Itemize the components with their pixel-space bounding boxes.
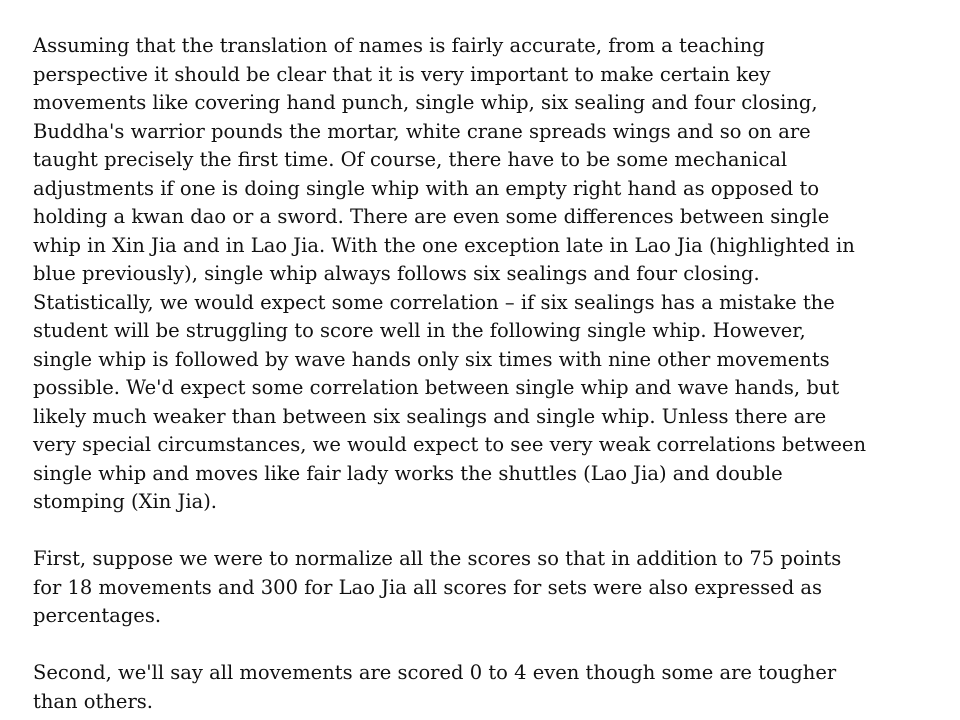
- paragraph-normalize: [33, 545, 933, 631]
- paragraph-scoring: [33, 659, 933, 716]
- text-line: very special circumstances, we would expect to see very weak correlations between: [33, 433, 867, 456]
- text-line: than others.: [33, 689, 153, 713]
- text-line: adjustments if one is doing single whip with an empty right hand as opposed to: [33, 176, 820, 200]
- document-body: [33, 32, 933, 716]
- text-line: taught precisely the first time. Of course, there have to be some mechanical: [33, 148, 788, 171]
- text-line: whip in Xin Jia and in Lao Jia. With the one exception late in Lao Jia (highlighted in: [33, 233, 855, 257]
- text-line: perspective it should be clear that it is very important to make certain key: [33, 62, 771, 86]
- text-line: Statistically, we would expect some correlation – if six sealings has a mistake the: [33, 290, 835, 314]
- text-line: single whip is followed by wave hands only six times with nine other movements: [33, 347, 830, 371]
- text-line: Second, we'll say all movements are scored 0 to 4 even though some are tougher: [33, 661, 837, 684]
- text-line: blue previously), single whip always follows six sealings and four closing.: [33, 262, 760, 285]
- text-line: percentages.: [33, 604, 162, 627]
- text-line: likely much weaker than between six sealings and single whip. Unless there are: [33, 404, 827, 428]
- text-line: movements like covering hand punch, single whip, six sealing and four closing,: [33, 91, 818, 114]
- text-line: stomping (Xin Jia).: [33, 490, 218, 513]
- paragraph-spacer: [33, 517, 933, 546]
- text-line: Assuming that the translation of names is fairly accurate, from a teaching: [33, 34, 765, 57]
- text-line: First, suppose we were to normalize all the scores so that in addition to 75 points: [33, 547, 842, 570]
- text-line: single whip and moves like fair lady works the shuttles (Lao Jia) and double: [33, 461, 783, 485]
- text-line: student will be struggling to score well in the following single whip. However,: [33, 319, 806, 342]
- paragraph-spacer: [33, 631, 933, 660]
- paragraph-correlations: [33, 32, 933, 517]
- text-line: Buddha's warrior pounds the mortar, white crane spreads wings and so on are: [33, 119, 811, 143]
- text-line: holding a kwan dao or a sword. There are even some differences between single: [33, 205, 830, 228]
- text-line: for 18 movements and 300 for Lao Jia all scores for sets were also expressed as: [33, 575, 823, 599]
- text-line: possible. We'd expect some correlation between single whip and wave hands, but: [33, 376, 840, 399]
